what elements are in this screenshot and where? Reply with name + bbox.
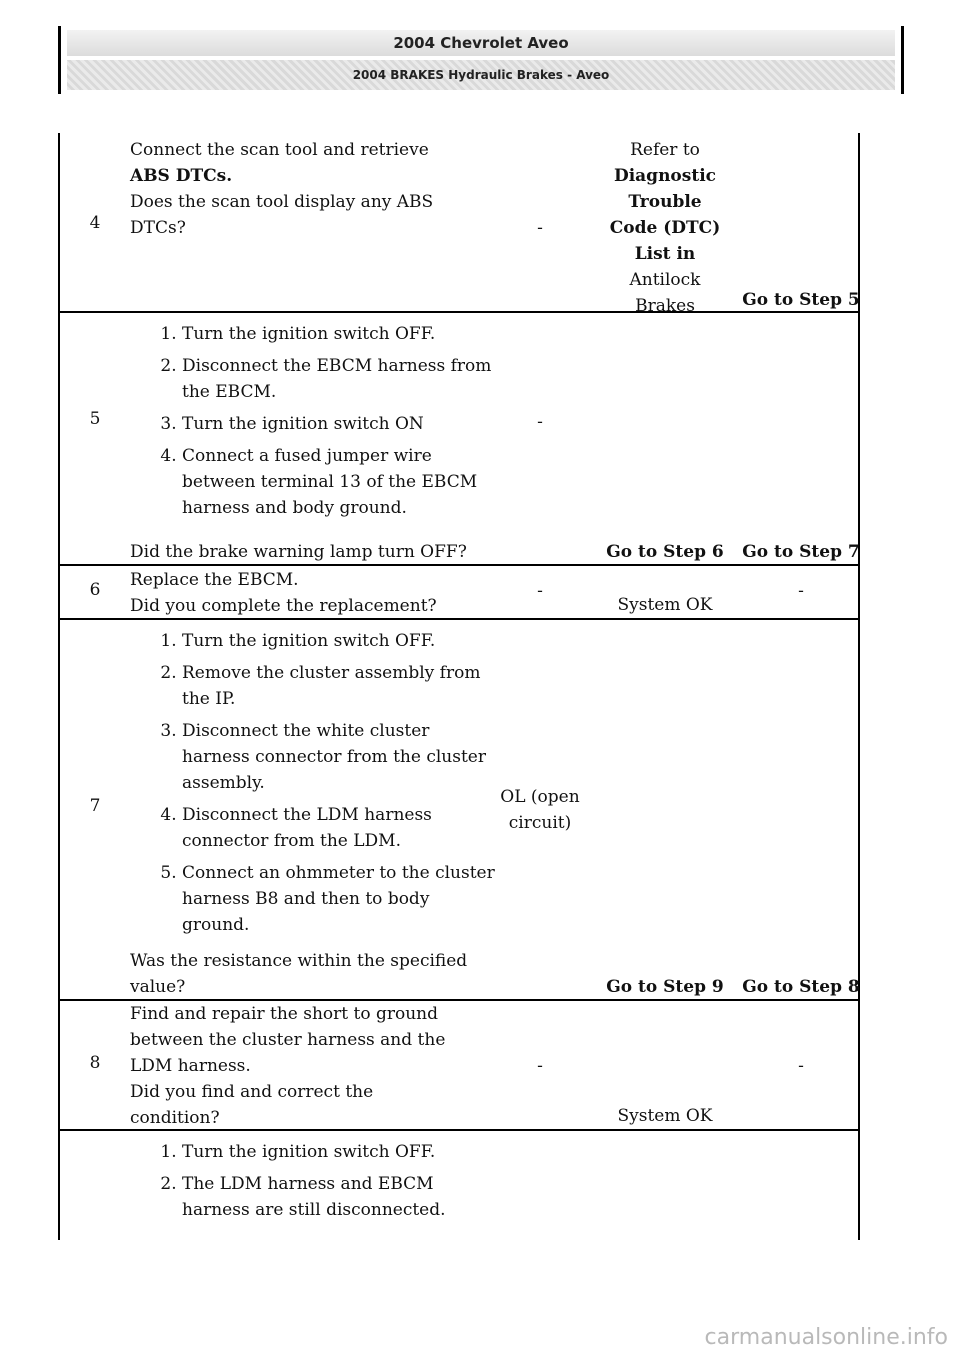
action-item: 1. Turn the ignition switch OFF.	[182, 1139, 500, 1165]
step-number: 6	[89, 580, 101, 600]
value-line: circuit)	[508, 813, 572, 833]
action-line: DTCs?	[130, 218, 186, 238]
action-item: 2. Disconnect the EBCM harness from the EBCM.	[182, 353, 500, 405]
action-item: 5. Connect an ohmmeter to the cluster harness B8 and then to body ground.	[182, 860, 500, 938]
yes-line: Antilock	[629, 270, 701, 290]
action-item: 4. Connect a fused jumper wire between terminal 13 of the EBCM harness and body ground.	[182, 443, 500, 521]
action-line: Did you complete the replacement?	[130, 596, 437, 616]
step-value	[500, 784, 580, 836]
yes-line: Refer to	[630, 140, 700, 160]
step-question: Did the brake warning lamp turn OFF?	[130, 542, 467, 562]
action-item: 2. Remove the cluster assembly from the IP.	[182, 660, 500, 712]
step-number: 4	[89, 213, 101, 233]
action-line: LDM harness.	[130, 1056, 251, 1076]
action-line: Did you find and correct the	[130, 1082, 374, 1102]
action-line: condition?	[130, 1108, 220, 1128]
step-yes: System OK	[617, 1106, 713, 1126]
table-row-step-9	[60, 1131, 858, 1240]
step-no: -	[798, 1056, 804, 1076]
diagnostic-table	[58, 133, 860, 1240]
yes-link-line[interactable]: Diagnostic	[613, 166, 717, 186]
action-item: 1. Turn the ignition switch OFF.	[182, 321, 500, 347]
value-line: OL (open	[500, 787, 580, 807]
step-no[interactable]: Go to Step 7	[742, 542, 860, 562]
step-yes	[590, 137, 740, 319]
doc-subtitle: 2004 BRAKES Hydraulic Brakes - Aveo	[67, 60, 895, 90]
step-number: 5	[89, 409, 101, 429]
step-action	[130, 1001, 500, 1131]
step-number: 8	[89, 1053, 101, 1073]
action-line: between the cluster harness and the	[130, 1030, 446, 1050]
action-item: 2. The LDM harness and EBCM harness are still disconnected.	[182, 1171, 500, 1223]
yes-link-line[interactable]: Trouble	[628, 192, 702, 212]
table-row-step-6	[60, 566, 858, 620]
step-action	[130, 1139, 500, 1229]
step-yes[interactable]: Go to Step 9	[606, 977, 724, 997]
step-yes: System OK	[617, 595, 713, 615]
step-yes[interactable]: Go to Step 6	[606, 542, 724, 562]
yes-link-line[interactable]: List in	[634, 244, 696, 264]
action-line: Replace the EBCM.	[130, 570, 299, 590]
action-line: Find and repair the short to ground	[130, 1004, 439, 1024]
table-row-step-5	[60, 313, 858, 566]
action-line: Does the scan tool display any ABS	[130, 192, 434, 212]
step-action	[130, 567, 500, 619]
yes-line: Brakes	[635, 296, 695, 316]
action-item: 3. Turn the ignition switch ON	[182, 411, 500, 437]
step-value: -	[537, 1056, 543, 1076]
doc-title: 2004 Chevrolet Aveo	[67, 30, 895, 56]
step-no: -	[798, 581, 804, 601]
table-row-step-4	[60, 133, 860, 316]
action-line: Connect the scan tool and retrieve	[130, 140, 429, 160]
step-no[interactable]: Go to Step 5	[742, 290, 860, 310]
yes-link-line[interactable]: Code (DTC)	[609, 218, 721, 238]
step-question: Was the resistance within the specified value?	[130, 951, 468, 997]
table-row-step-8	[60, 1001, 858, 1131]
action-item: 4. Disconnect the LDM harness connector from the LDM.	[182, 802, 500, 854]
step-action	[130, 321, 500, 527]
step-action	[130, 628, 500, 944]
step-number: 7	[89, 796, 101, 816]
step-value: -	[537, 412, 543, 432]
action-item: 3. Disconnect the white cluster harness connector from the cluster assembly.	[182, 718, 500, 796]
step-no[interactable]: Go to Step 8	[742, 977, 860, 997]
document-header	[58, 26, 904, 94]
table-row-step-7	[60, 620, 858, 1001]
action-item: 1. Turn the ignition switch OFF.	[182, 628, 500, 654]
watermark: carmanualsonline.info	[704, 1325, 948, 1350]
step-value: -	[537, 581, 543, 601]
step-action	[130, 137, 500, 241]
action-line: ABS DTCs.	[130, 166, 233, 186]
step-value: -	[537, 218, 543, 238]
